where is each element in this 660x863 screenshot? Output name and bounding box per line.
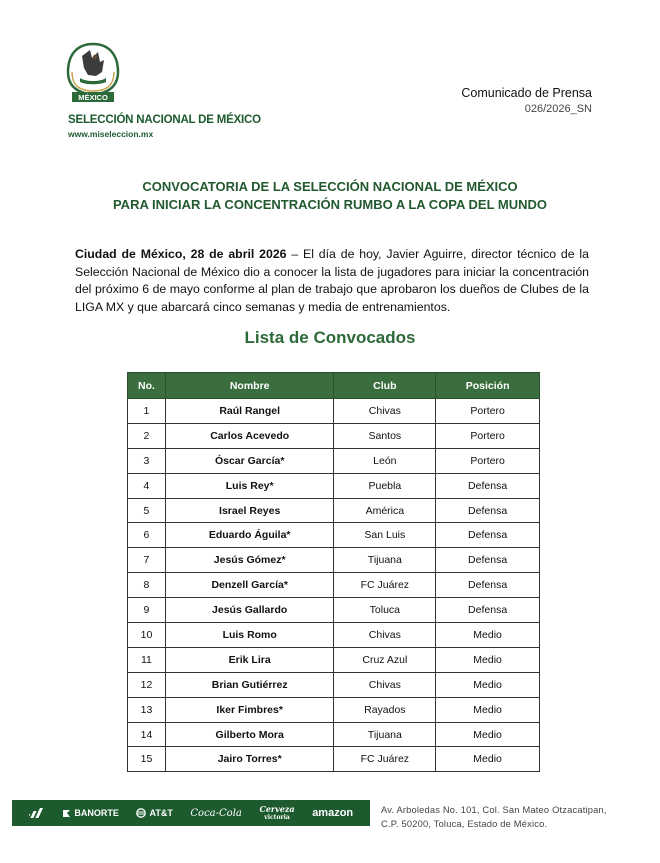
roster-body [128, 399, 540, 772]
title-line-1: CONVOCATORIA DE LA SELECCIÓN NACIONAL DE MÉXICO [142, 179, 518, 194]
sponsor-bar [12, 800, 370, 826]
table-row [128, 672, 540, 697]
title-line-2: PARA INICIAR LA CONCENTRACIÓN RUMBO A LA COPA DEL MUNDO [112, 197, 548, 212]
cell-no: 5 [128, 498, 166, 523]
cell-position: Medio [436, 647, 540, 672]
cell-club: América [334, 498, 436, 523]
cell-position: Medio [436, 697, 540, 722]
cell-position: Defensa [436, 473, 540, 498]
cell-name: Israel Reyes [165, 498, 334, 523]
cell-position: Portero [436, 399, 540, 424]
cell-club: Puebla [334, 473, 436, 498]
cell-club: FC Juárez [334, 747, 436, 772]
banorte-logo [62, 808, 119, 818]
cell-name: Jairo Torres* [165, 747, 334, 772]
cell-name: Óscar García* [165, 448, 334, 473]
cell-no: 10 [128, 623, 166, 648]
table-header-row [128, 373, 540, 399]
cell-position: Defensa [436, 523, 540, 548]
press-number: 026/2026_SN [524, 103, 592, 115]
cell-no: 7 [128, 548, 166, 573]
table-row [128, 573, 540, 598]
table-row [128, 647, 540, 672]
table-row [128, 523, 540, 548]
cell-club: Rayados [334, 697, 436, 722]
cell-position: Defensa [436, 498, 540, 523]
sponsor-att: AT&T [149, 808, 173, 818]
cell-club: León [334, 448, 436, 473]
cell-name: Gilberto Mora [165, 722, 334, 747]
cell-no: 3 [128, 448, 166, 473]
roster-table [127, 372, 540, 772]
document-title [0, 178, 660, 214]
cell-position: Medio [436, 747, 540, 772]
cell-no: 1 [128, 399, 166, 424]
press-release-info [461, 86, 592, 115]
sponsor-victoria: victoria [264, 813, 290, 821]
cell-name: Iker Fimbres* [165, 697, 334, 722]
table-row [128, 473, 540, 498]
sponsor-coca-cola: Coca-Cola [190, 807, 242, 819]
list-title: Lista de Convocados [244, 328, 416, 347]
table-row [128, 448, 540, 473]
cell-club: Chivas [334, 623, 436, 648]
cell-club: San Luis [334, 523, 436, 548]
cell-name: Raúl Rangel [165, 399, 334, 424]
cell-club: Cruz Azul [334, 647, 436, 672]
cell-no: 14 [128, 722, 166, 747]
cell-no: 2 [128, 423, 166, 448]
cell-club: Chivas [334, 399, 436, 424]
table-row [128, 747, 540, 772]
cell-name: Jesús Gómez* [165, 548, 334, 573]
cell-no: 11 [128, 647, 166, 672]
cell-position: Medio [436, 722, 540, 747]
cell-position: Defensa [436, 598, 540, 623]
cell-name: Denzell García* [165, 573, 334, 598]
cell-position: Portero [436, 423, 540, 448]
cell-no: 6 [128, 523, 166, 548]
cell-no: 15 [128, 747, 166, 772]
victoria-logo [259, 803, 295, 821]
cell-position: Portero [436, 448, 540, 473]
cell-name: Luis Rey* [165, 473, 334, 498]
cell-name: Brian Gutiérrez [165, 672, 334, 697]
cell-position: Medio [436, 623, 540, 648]
intro-paragraph [75, 246, 589, 316]
cell-club: FC Juárez [334, 573, 436, 598]
cell-position: Medio [436, 672, 540, 697]
cell-position: Defensa [436, 573, 540, 598]
cell-club: Chivas [334, 672, 436, 697]
header-position: Posición [436, 373, 540, 399]
intro-body: – El día de hoy, Javier Aguirre, director técnico de la Selección Nacional de México dio a conocer la lista de jugadores para iniciar la concentración del próximo 6 de mayo conforme al plan de trabajo que aprobaron los dueños de Clubes de la LIGA MX y que abarcará cinco semanas y media de entrenamientos. [75, 247, 589, 314]
sponsor-amazon: amazon [312, 807, 354, 819]
cell-club: Santos [334, 423, 436, 448]
table-row [128, 423, 540, 448]
cell-club: Tijuana [334, 548, 436, 573]
att-logo [136, 808, 172, 818]
address [381, 803, 607, 831]
cell-name: Jesús Gallardo [165, 598, 334, 623]
press-label: Comunicado de Prensa [461, 86, 592, 100]
table-row [128, 498, 540, 523]
header-name: Nombre [165, 373, 334, 399]
cell-club: Toluca [334, 598, 436, 623]
table-row [128, 722, 540, 747]
sponsor-cerveza: Cerveza [259, 803, 295, 814]
cell-name: Erik Lira [165, 647, 334, 672]
header-no: No. [128, 373, 166, 399]
cell-name: Luis Romo [165, 623, 334, 648]
cell-no: 13 [128, 697, 166, 722]
header-club: Club [334, 373, 436, 399]
table-row [128, 623, 540, 648]
cell-no: 4 [128, 473, 166, 498]
cell-name: Eduardo Águila* [165, 523, 334, 548]
address-line-2: C.P. 50200, Toluca, Estado de México. [381, 819, 548, 829]
cell-name: Carlos Acevedo [165, 423, 334, 448]
cell-no: 9 [128, 598, 166, 623]
table-row [128, 697, 540, 722]
logo [62, 42, 124, 104]
dateline: Ciudad de México, 28 de abril 2026 [75, 247, 287, 261]
sponsor-banorte: BANORTE [74, 808, 119, 818]
cell-no: 12 [128, 672, 166, 697]
address-line-1: Av. Arboledas No. 101, Col. San Mateo Otzacatipan, [381, 805, 607, 815]
table-row [128, 548, 540, 573]
table-row [128, 598, 540, 623]
cell-club: Tijuana [334, 722, 436, 747]
cell-position: Defensa [436, 548, 540, 573]
table-row [128, 399, 540, 424]
cell-no: 8 [128, 573, 166, 598]
org-name: SELECCIÓN NACIONAL DE MÉXICO [68, 114, 261, 126]
website: www.miseleccion.mx [68, 129, 154, 139]
emblem-text: MÉXICO [78, 93, 108, 102]
adidas-logo [29, 808, 45, 818]
